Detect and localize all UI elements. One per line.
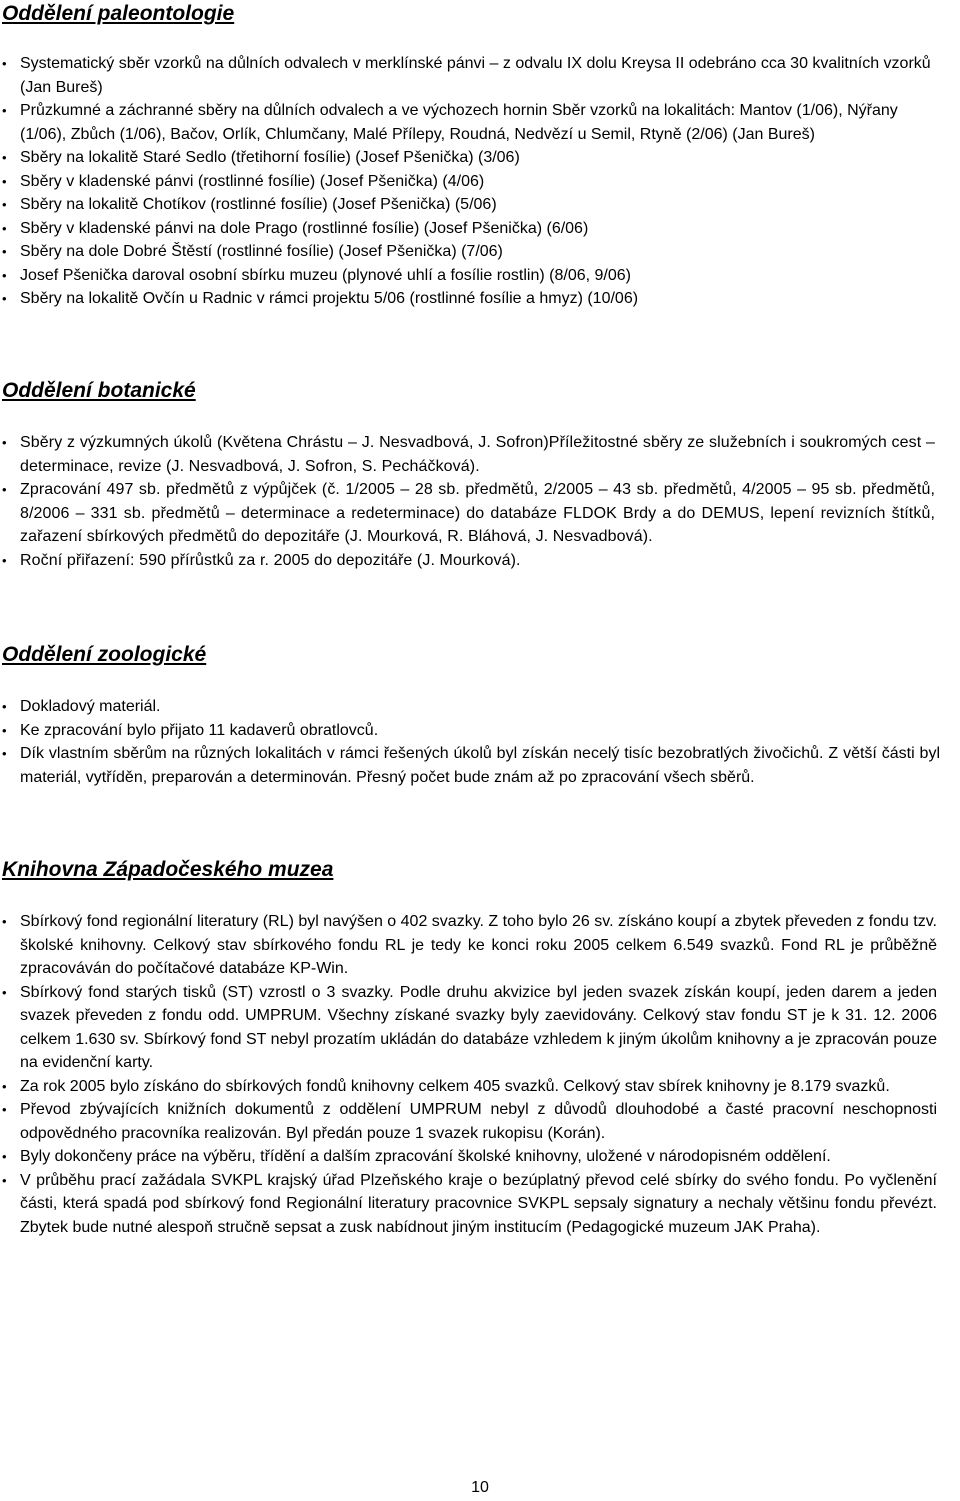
page-number: 10 [471, 1479, 489, 1496]
list-item: • Sbírkový fond starých tisků (ST) vzrostl o 3 svazky. Podle druhu akvizice byl jeden svazek získán koupí, jeden darem a jeden svazek převeden z fondu odd. UMPRUM. Všechny získané svazky byly zaevidovány. Celkový stav fondu ST je k 31. 12. 2006 celkem 1.630 sv. Sbírkový fond ST nebyl prozatím ukládán do databáze vzhledem k jiným úkolům knihovny a je zpracován pouze na evidenční karty. [0, 981, 937, 1075]
section-botany [0, 378, 960, 569]
list-item: • V průběhu prací zažádala SVKPL krajský úřad Plzeňského kraje o bezúplatný převod celé sbírky do svého fondu. Po vyčlenění části, která spadá pod sbírkový fond Regionální literatury pracovnice SVKPL sepsaly signatury a nechaly většinu fondu převézt. Zbytek bude nutné alespoň stručně sepsat a zusk nabídnout jiným institucím (Pedagogické muzeum JAK Praha). [0, 1169, 937, 1240]
list-item: • Sběry v kladenské pánvi (rostlinné fosílie) (Josef Pšenička) (4/06) [0, 170, 945, 194]
section-zoology [0, 642, 960, 786]
list-item: • Systematický sběr vzorků na důlních odvalech v merklínské pánvi – z odvalu IX dolu Kreysa II odebráno cca 30 kvalitních vzorků (Jan Bureš) [0, 52, 945, 99]
zoology-list [0, 695, 940, 789]
heading-botany: Oddělení botanické [2, 379, 196, 402]
paleontology-list [0, 52, 945, 311]
list-item: • Sběry na dole Dobré Štěstí (rostlinné fosílie) (Josef Pšenička) (7/06) [0, 240, 945, 264]
botany-list [0, 431, 935, 572]
list-item: • Sbírkový fond regionální literatury (RL) byl navýšen o 402 svazky. Z toho bylo 26 sv. získáno koupí a zbytek převeden z fondu tzv. školské knihovny. Celkový stav sbírkového fondu RL je tedy ke konci roku 2005 celkem 6.549 svazků. Fond RL je průběžně zpracováván do počítačové databáze KP-Win. [0, 910, 937, 981]
library-list [0, 910, 937, 1239]
list-item: • Ke zpracování bylo přijato 11 kadaverů obratlovců. [0, 719, 940, 743]
list-item: • Sběry na lokalitě Ovčín u Radnic v rámci projektu 5/06 (rostlinné fosílie a hmyz) (10/06) [0, 287, 945, 311]
list-item: • Dík vlastním sběrům na různých lokalitách v rámci řešených úkolů byl získán necelý tisíc bezobratlých živočichů. Z větší části byl materiál, vytříděn, preparován a determinován. Přesný počet bude znám až po zpracování všech sběrů. [0, 742, 940, 789]
list-item: • Dokladový materiál. [0, 695, 940, 719]
list-item: • Průzkumné a záchranné sběry na důlních odvalech a ve výchozech hornin Sběr vzorků na lokalitách: Mantov (1/06), Nýřany (1/06), Zbůch (1/06), Bačov, Orlík, Chlumčany, Malé Přílepy, Roudná, Nedvězí u Semil, Rtyně (2/06) (Jan Bureš) [0, 99, 945, 146]
list-item: • Sběry na lokalitě Chotíkov (rostlinné fosílie) (Josef Pšenička) (5/06) [0, 193, 945, 217]
list-item: • Sběry v kladenské pánvi na dole Prago (rostlinné fosílie) (Josef Pšenička) (6/06) [0, 217, 945, 241]
list-item: • Sběry na lokalitě Staré Sedlo (třetihorní fosílie) (Josef Pšenička) (3/06) [0, 146, 945, 170]
list-item: • Převod zbývajících knižních dokumentů z oddělení UMPRUM nebyl z důvodů dlouhodobé a časté pracovní neschopnosti odpovědného pracovníka realizován. Byl předán pouze 1 svazek rukopisu (Korán). [0, 1098, 937, 1145]
list-item: • Roční přiřazení: 590 přírůstků za r. 2005 do depozitáře (J. Mourková). [0, 549, 935, 573]
heading-library: Knihovna Západočeského muzea [2, 858, 334, 881]
list-item: • Sběry z výzkumných úkolů (Květena Chrástu – J. Nesvadbová, J. Sofron)Příležitostné sběry ze služebních i soukromých cest – determinace, revize (J. Nesvadbová, J. Sofron, S. Pecháčková). [0, 431, 935, 478]
list-item: • Zpracování 497 sb. předmětů z výpůjček (č. 1/2005 – 28 sb. předmětů, 2/2005 – 43 sb. předmětů, 4/2005 – 95 sb. předmětů, 8/2006 – 331 sb. předmětů – determinace a redeterminace) do databáze FLDOK Brdy a do DEMUS, lepení revizních štítků, zařazení sbírkových předmětů do depozitáře (J. Mourková, R. Bláhová, J. Nesvadbová). [0, 478, 935, 549]
list-item: • Za rok 2005 bylo získáno do sbírkových fondů knihovny celkem 405 svazků. Celkový stav sbírek knihovny je 8.179 svazků. [0, 1075, 937, 1099]
heading-zoology: Oddělení zoologické [2, 643, 207, 666]
list-item: • Josef Pšenička daroval osobní sbírku muzeu (plynové uhlí a fosílie rostlin) (8/06, 9/06) [0, 264, 945, 288]
heading-paleontology: Oddělení paleontologie [2, 2, 235, 25]
section-library [0, 857, 960, 1236]
list-item: • Byly dokončeny práce na výběru, třídění a dalším zpracování školské knihovny, uložené v národopisném oddělení. [0, 1145, 937, 1169]
